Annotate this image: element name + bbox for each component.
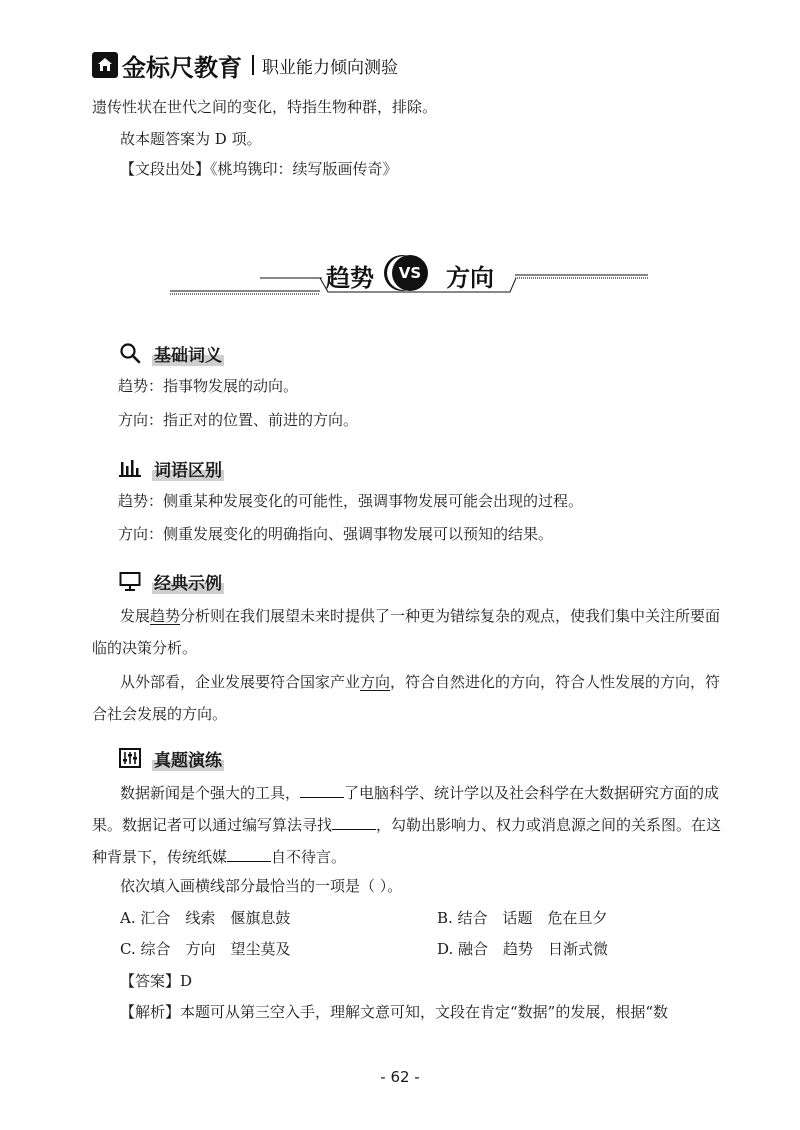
section-practice-title: 真题演练	[152, 746, 224, 771]
section-basic-title: 基础词义	[152, 341, 224, 366]
answer-line: 故本题答案为 D 项。	[120, 130, 262, 148]
example-paragraph-1	[92, 600, 732, 664]
example-2-text-b: ，符合自然进化的方向，符合人性发展的方向，符合社会发展的方向。	[92, 673, 721, 723]
diff-direction: 方向：侧重发展变化的明确指向、强调事物发展可以预知的结果。	[118, 525, 554, 543]
section-diff-heading	[118, 455, 224, 481]
question-prompt: 依次填入画横线部分最恰当的一项是（ ）。	[120, 877, 403, 895]
example-2-keyword: 方向	[360, 673, 391, 691]
question-text-d: 自不待言。	[271, 848, 347, 866]
banner-left-word: 趋势	[326, 263, 374, 292]
brand-divider	[252, 55, 254, 75]
section-example-title: 经典示例	[152, 569, 224, 594]
banner-right-word: 方向	[446, 263, 494, 292]
diff-trend: 趋势：侧重某种发展变化的可能性，强调事物发展可能会出现的过程。	[118, 492, 584, 510]
brand-name: 金标尺教育	[122, 53, 242, 82]
section-example-heading	[118, 568, 224, 594]
brand-logo-icon	[92, 52, 118, 78]
presentation-board-icon	[118, 570, 142, 592]
bar-chart-icon	[118, 457, 142, 479]
option-b: B. 结合 话题 危在旦夕	[437, 909, 608, 927]
answer-label: 【答案】D	[120, 972, 193, 990]
question-text-a: 数据新闻是个强大的工具，	[120, 784, 301, 802]
continuation-line: 遗传性状在世代之间的变化，特指生物种群，排除。	[92, 98, 438, 116]
example-1-text-b: 分析则在我们展望未来时提供了一种更为错综复杂的观点，使我们集中关注所要面临的决策分析。	[92, 607, 721, 657]
magnifier-icon	[118, 342, 142, 364]
page-number: - 62 -	[380, 1068, 420, 1086]
blank-3	[227, 847, 271, 862]
question-stem	[92, 777, 732, 873]
section-basic-heading	[118, 340, 224, 366]
example-2-text-a: 从外部看，企业发展要符合国家产业	[120, 673, 361, 691]
question-text-c: ，勾勒出影响力、权力或消息源之间的关系图。在这种背景下，传统纸媒	[92, 816, 722, 866]
basic-meaning-trend: 趋势：指事物发展的动向。	[118, 377, 299, 395]
example-1-text-a: 发展	[120, 607, 151, 625]
blank-2	[332, 815, 376, 830]
option-a: A. 汇合 线索 偃旗息鼓	[120, 909, 291, 927]
example-1-keyword: 趋势	[150, 607, 181, 625]
source-line: 【文段出处】《桃坞镌印：续写版画传奇》	[120, 160, 398, 178]
vs-badge: VS	[392, 255, 428, 291]
blank-1	[300, 783, 344, 798]
book-subtitle: 职业能力倾向测验	[262, 57, 398, 78]
equalizer-icon	[118, 747, 142, 769]
option-c: C. 综合 方向 望尘莫及	[120, 940, 291, 958]
question-text-b: 了电脑科学、统计学以及社会科学在大数据研究方面的成果。数据记者可以通过编写算法寻找	[92, 784, 720, 834]
brand-header	[92, 50, 398, 80]
section-diff-title: 词语区别	[152, 456, 224, 481]
example-paragraph-2	[92, 666, 732, 730]
section-banner	[170, 248, 650, 308]
basic-meaning-direction: 方向：指正对的位置、前进的方向。	[118, 411, 359, 429]
option-d: D. 融合 趋势 日渐式微	[437, 940, 609, 958]
analysis-line: 【解析】本题可从第三空入手，理解文意可知，文段在肯定“数据”的发展，根据“数	[120, 1003, 669, 1021]
section-practice-heading	[118, 745, 224, 771]
